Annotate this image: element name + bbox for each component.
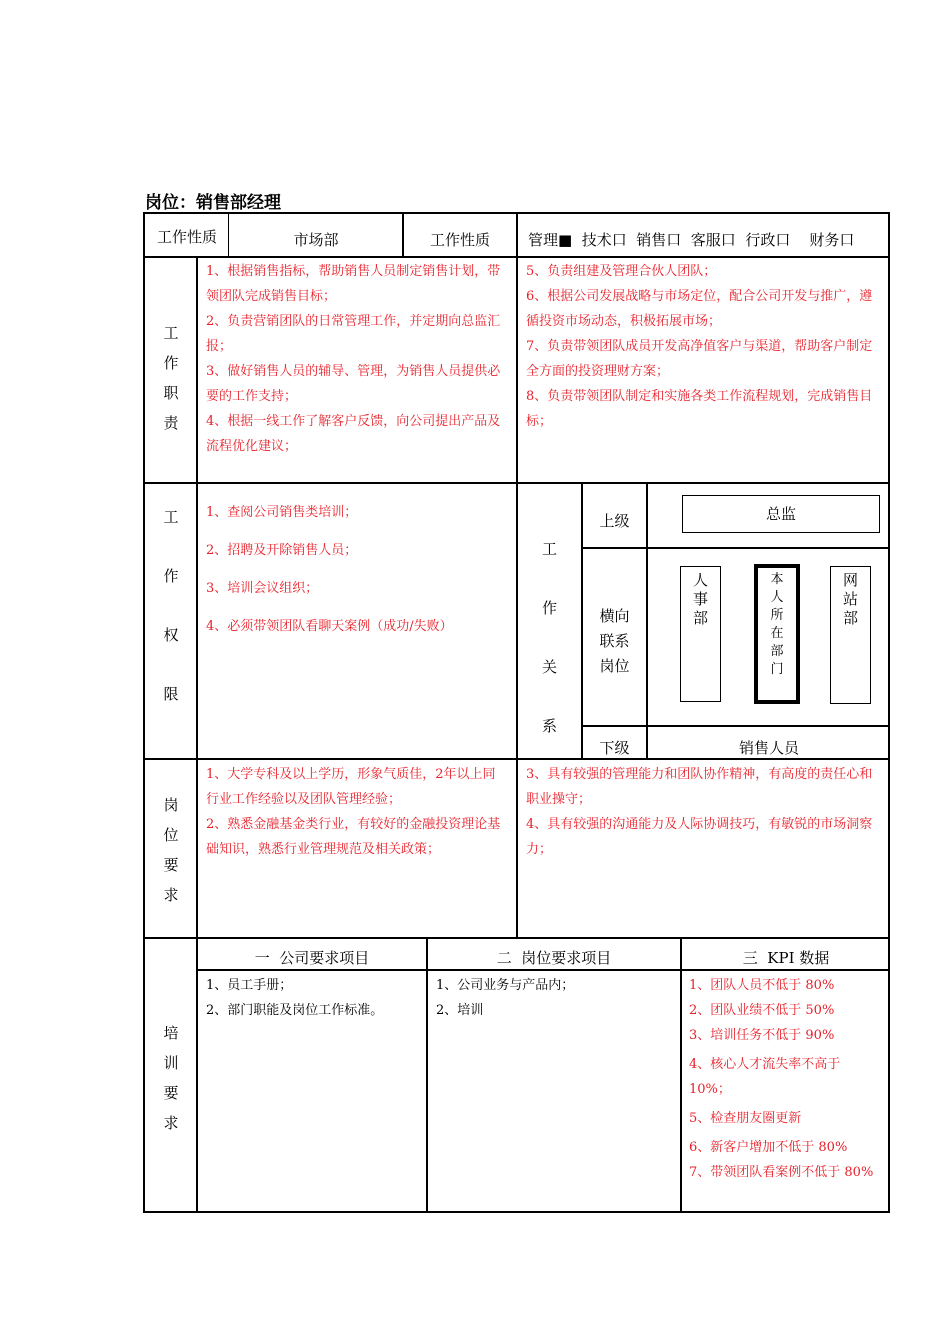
- list-item: 6、根据公司发展战略与市场定位，配合公司开发与推广，遵循投资市场动态，积极拓展市场；: [526, 289, 873, 329]
- training-header-kpi: 三 KPI 数据: [742, 949, 830, 967]
- company-training-list: [206, 973, 421, 1023]
- list-item: 2、部门职能及岗位工作标准。: [206, 1003, 384, 1018]
- divider-train-b: [680, 937, 682, 1213]
- hr-dept-box: 人 事 部: [680, 566, 721, 702]
- divider-rel-b: [646, 483, 648, 758]
- list-item: 8、负责带领团队制定和实施各类工作流程规划，完成销售目标；: [526, 389, 873, 429]
- list-item: 5、检查朋友圈更新: [689, 1111, 802, 1126]
- divider-rel-h2: [581, 725, 890, 727]
- divider-r1-a: [228, 213, 229, 256]
- subordinate-label: 下级: [599, 739, 630, 757]
- requirements-right-list: [526, 762, 884, 862]
- list-item: 1、员工手册；: [206, 978, 293, 993]
- list-item: 2、招聘及开除销售人员；: [206, 543, 358, 558]
- relations-label: 工 作 关 系: [541, 540, 557, 735]
- list-item: 4、根据一线工作了解客户反馈，向公司提出产品及流程优化建议；: [206, 414, 501, 454]
- list-item: 4、具有较强的沟通能力及人际协调技巧，有敏锐的市场洞察力；: [526, 817, 873, 857]
- lateral-label: 横向 联系 岗位: [599, 607, 630, 675]
- nature-options: 管理■ 技术口 销售口 客服口 行政口 财务口: [528, 231, 855, 249]
- training-header-company: 一 公司要求项目: [254, 949, 370, 967]
- list-item: 3、培训任务不低于 90%: [689, 1028, 835, 1043]
- divider-rel-h1: [581, 547, 890, 549]
- nature-value: 市场部: [293, 231, 339, 249]
- list-item: 1、根据销售指标，帮助销售人员制定销售计划，带领团队完成销售目标；: [206, 264, 501, 304]
- divider-r1-c: [516, 213, 518, 256]
- requirements-label: 岗 位 要 求: [163, 796, 179, 904]
- superior-value: 总监: [765, 505, 796, 523]
- list-item: 7、负责带领团队成员开发高净值客户与渠道，帮助客户制定全方面的投资理财方案；: [526, 339, 873, 379]
- training-label: 培 训 要 求: [163, 1024, 179, 1132]
- list-item: 1、查阅公司销售类培训；: [206, 505, 358, 520]
- nature-label-2: 工作性质: [429, 231, 490, 249]
- divider-train-h: [197, 969, 890, 971]
- list-item: 5、负责组建及管理合伙人团队；: [526, 264, 717, 279]
- list-item: 2、培训: [436, 1003, 484, 1018]
- duties-left-list: [206, 259, 506, 459]
- divider-train-a: [426, 937, 428, 1213]
- requirements-left-list: [206, 762, 506, 862]
- authority-label: 工 作 权 限: [163, 508, 179, 703]
- list-item: 2、熟悉金融基金类行业，有较好的金融投资理论基础知识，熟悉行业管理规范及相关政策；: [206, 817, 501, 857]
- list-item: 6、新客户增加不低于 80%: [689, 1140, 848, 1155]
- list-item: 2、负责营销团队的日常管理工作，并定期向总监汇报；: [206, 314, 501, 354]
- own-dept-box: 本 人 所 在 部 门: [754, 564, 800, 704]
- list-item: 1、大学专科及以上学历，形象气质佳，2年以上同行业工作经验以及团队管理经验；: [206, 767, 496, 807]
- list-item: 4、必须带领团队看聊天案例（成功/失败）: [206, 619, 453, 634]
- training-header-position: 二 岗位要求项目: [496, 949, 612, 967]
- list-item: 1、公司业务与产品内；: [436, 978, 575, 993]
- duties-label: 工 作 职 责: [163, 324, 179, 432]
- nature-label-1: 工作性质: [156, 228, 217, 246]
- list-item: 1、团队人员不低于 80%: [689, 978, 835, 993]
- list-item: 7、带领团队看案例不低于 80%: [689, 1165, 874, 1180]
- divider-label-col: [196, 256, 198, 1213]
- list-item: 3、做好销售人员的辅导、管理，为销售人员提供必要的工作支持；: [206, 364, 501, 404]
- authority-list: [206, 494, 511, 646]
- list-item: 4、核心人才流失率不高于 10%；: [689, 1057, 841, 1097]
- divider-row4: [143, 937, 890, 939]
- kpi-list: [689, 973, 885, 1185]
- position-training-list: [436, 973, 676, 1023]
- subordinate-value: 销售人员: [738, 739, 799, 757]
- list-item: 2、团队业绩不低于 50%: [689, 1003, 835, 1018]
- list-item: 3、培训会议组织；: [206, 581, 319, 596]
- website-dept-box: 网 站 部: [830, 566, 871, 704]
- page-title: 岗位：销售部经理: [145, 193, 281, 213]
- list-item: 3、具有较强的管理能力和团队协作精神，有高度的责任心和职业操守；: [526, 767, 873, 807]
- duties-right-list: [526, 259, 884, 434]
- superior-label: 上级: [599, 512, 630, 530]
